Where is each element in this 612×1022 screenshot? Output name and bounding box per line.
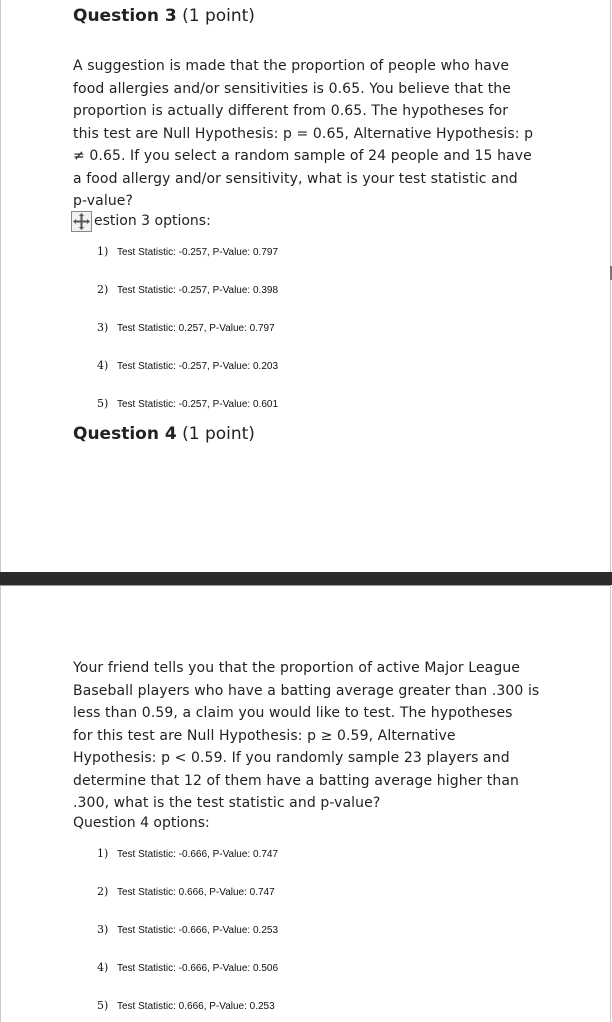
option-text: Test Statistic: 0.666, P-Value: 0.253 <box>117 1001 275 1012</box>
option-text: Test Statistic: -0.257, P-Value: 0.797 <box>117 247 279 258</box>
option-item[interactable] <box>97 885 275 898</box>
question-3-heading: Question 3 (1 point) <box>73 6 255 26</box>
question-4-line: Your friend tells you that the proportion of active Major League <box>73 660 521 676</box>
option-number: 1) <box>97 847 109 860</box>
question-4-line: for this test are Null Hypothesis: p ≥ 0.59, Alternative <box>73 727 456 744</box>
question-3-line: ≠ 0.65. If you select a random sample of 24 people and 15 have <box>73 148 532 164</box>
question-3-line: A suggestion is made that the proportion of people who have <box>73 58 510 74</box>
question-3-text <box>73 55 543 213</box>
page-separator <box>0 572 612 585</box>
option-item[interactable] <box>97 283 278 296</box>
option-text: Test Statistic: 0.666, P-Value: 0.747 <box>117 887 275 898</box>
question-3-line: this test are Null Hypothesis: p = 0.65, Alternative Hypothesis: p <box>73 125 534 142</box>
option-item[interactable] <box>97 397 278 410</box>
question-4-line: less than 0.59, a claim you would like to test. The hypotheses <box>73 705 513 721</box>
option-item[interactable] <box>97 321 275 334</box>
option-number: 3) <box>97 923 109 936</box>
option-number: 4) <box>97 961 109 974</box>
option-item[interactable] <box>97 245 278 258</box>
option-number: 2) <box>97 283 109 296</box>
question-3-options-label: estion 3 options: <box>94 213 211 229</box>
page-2 <box>0 585 611 1022</box>
question-3-line: a food allergy and/or sensitivity, what is your test statistic and <box>73 170 518 187</box>
option-text: Test Statistic: -0.666, P-Value: 0.253 <box>117 925 279 936</box>
question-3-line: proportion is actually different from 0.65. The hypotheses for <box>73 103 509 119</box>
question-4-line: determine that 12 of them have a batting average higher than <box>73 772 520 789</box>
option-number: 1) <box>97 245 109 258</box>
option-text: Test Statistic: -0.666, P-Value: 0.747 <box>117 849 279 860</box>
question-4-text <box>73 657 543 815</box>
option-item[interactable] <box>97 847 278 860</box>
option-number: 5) <box>97 999 109 1012</box>
option-item[interactable] <box>97 923 278 936</box>
option-item[interactable] <box>97 359 278 372</box>
option-text: Test Statistic: -0.257, P-Value: 0.601 <box>117 399 279 410</box>
option-number: 2) <box>97 885 109 898</box>
question-4-line: Baseball players who have a batting average greater than .300 is <box>73 682 540 699</box>
question-3-line: food allergies and/or sensitivities is 0.65. You believe that the <box>73 80 511 97</box>
question-4-line: Hypothesis: p < 0.59. If you randomly sample 23 players and <box>73 750 510 766</box>
option-item[interactable] <box>97 961 278 974</box>
move-icon[interactable] <box>71 211 92 232</box>
option-number: 4) <box>97 359 109 372</box>
option-text: Test Statistic: -0.257, P-Value: 0.398 <box>117 285 279 296</box>
option-number: 3) <box>97 321 109 334</box>
option-text: Test Statistic: -0.666, P-Value: 0.506 <box>117 963 279 974</box>
question-3-line: p-value? <box>73 193 134 209</box>
option-number: 5) <box>97 397 109 410</box>
question-4-heading: Question 4 (1 point) <box>73 424 255 444</box>
question-4-options-label: Question 4 options: <box>73 815 210 831</box>
option-item[interactable] <box>97 999 275 1012</box>
option-text: Test Statistic: 0.257, P-Value: 0.797 <box>117 323 275 334</box>
option-text: Test Statistic: -0.257, P-Value: 0.203 <box>117 361 279 372</box>
question-4-line: .300, what is the test statistic and p-value? <box>73 795 381 811</box>
